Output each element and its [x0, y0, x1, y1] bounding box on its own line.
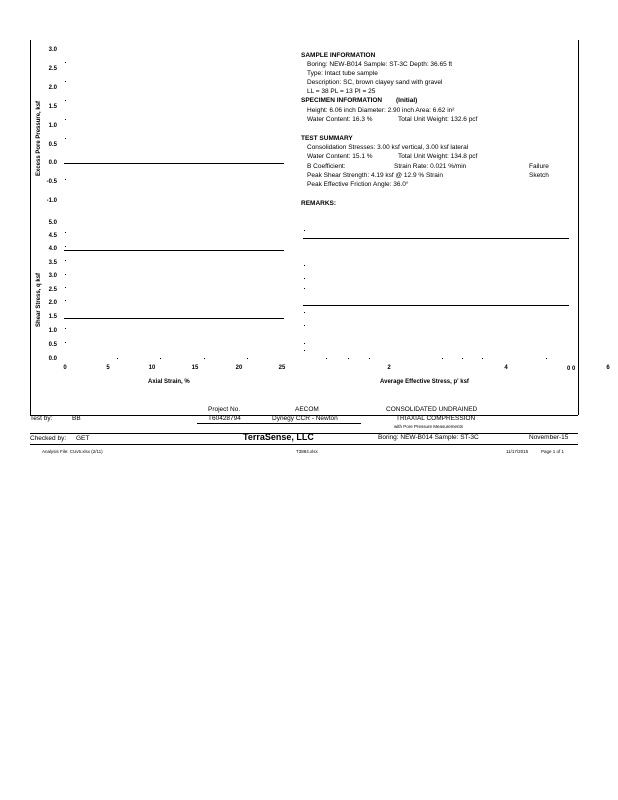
checked-by-value: GET	[76, 435, 90, 442]
plot-marker	[65, 81, 66, 82]
plot-marker	[117, 358, 118, 359]
plot-marker	[65, 287, 66, 288]
specimen-info-heading: SPECIMEN INFORMATION	[301, 97, 383, 104]
plot-marker	[304, 265, 305, 266]
plot-marker	[204, 358, 205, 359]
plot-marker	[65, 300, 66, 301]
plot-marker	[65, 179, 66, 180]
shear-xticks-label: 25	[278, 365, 286, 371]
shear-ticks-label: 1.0	[48, 328, 57, 334]
shear-ticks-label: 2.5	[48, 287, 57, 293]
test-friction-angle: Peak Effective Friction Angle: 36.0°	[307, 181, 409, 188]
plot-marker	[65, 138, 66, 139]
plot-marker	[326, 358, 327, 359]
plot-marker	[65, 62, 66, 63]
shear-ticks-label: 0.5	[48, 342, 57, 348]
report-title-line3: with Pore Pressure Measurements	[394, 424, 464, 429]
plot-marker	[348, 358, 349, 359]
sample-info-heading: SAMPLE INFORMATION	[301, 52, 376, 59]
path-xticks-label: 2	[387, 365, 391, 371]
plot-marker	[304, 325, 305, 326]
path-xticks-label: 6	[606, 365, 610, 371]
shear-xticks-label: 0	[63, 365, 67, 371]
shear-xticks-label: 15	[191, 365, 199, 371]
plot-marker	[65, 232, 66, 233]
shear-ticks-label: 4.0	[48, 246, 57, 252]
frame-left-line	[30, 40, 31, 415]
frame-right-line	[578, 40, 579, 415]
remarks-heading: REMARKS:	[301, 200, 337, 207]
test-summary-heading: TEST SUMMARY	[301, 135, 353, 142]
test-strain-rate: Strain Rate: 0.021 %/min	[394, 163, 467, 170]
company-brand: TerraSense, LLC	[243, 432, 314, 442]
plot-marker	[442, 358, 443, 359]
specimen-dims: Height: 6.06 inch Diameter: 2.90 inch Area: 6.62 in²	[307, 107, 455, 114]
footer-date: November-15	[529, 434, 569, 441]
footer-boring-sample: Boring: NEW-B014 Sample: ST-3C	[378, 434, 479, 441]
pore-ticks-label: 3.0	[48, 47, 57, 53]
plot-marker	[304, 350, 305, 351]
shear-xticks-label: 5	[106, 365, 110, 371]
sample-type: Type: Intact tube sample	[307, 70, 378, 77]
shear-ticks-label: 1.5	[48, 314, 57, 320]
plot-marker	[304, 278, 305, 279]
plot-marker	[304, 343, 305, 344]
plot-marker	[65, 246, 66, 247]
pore-ticks-label: 0.5	[48, 142, 57, 148]
plot-marker	[304, 230, 305, 231]
shear-ticks-label: 2.0	[48, 300, 57, 306]
footer-bottom-line	[30, 444, 578, 445]
shear-ticks-label: 3.5	[48, 260, 57, 266]
specimen-unit-weight: Total Unit Weight: 132.6 pcf	[398, 116, 478, 123]
test-b-coefficient: B Coefficient:	[307, 163, 346, 170]
plot-marker	[65, 260, 66, 261]
pore-ticks-label: -1.0	[46, 198, 57, 204]
plot-marker	[65, 342, 66, 343]
sample-description: Description: SC, brown clayey sand with gravel	[307, 79, 443, 86]
project-underline	[197, 423, 361, 424]
data-file: T3884.xlsx	[296, 449, 318, 454]
test-consolidation: Consolidation Stresses: 3.00 ksf vertical, 3.00 ksf lateral	[307, 144, 469, 151]
shear-ticks-label: 5.0	[48, 220, 57, 226]
plot-marker	[65, 100, 66, 101]
tested-by-value: BB	[72, 415, 81, 422]
pore-pressure-ylabel: Excess Pore Pressure, ksf	[36, 100, 42, 176]
plot-marker	[65, 328, 66, 329]
shear-ticks-label: 4.5	[48, 233, 57, 239]
effective-stress-xlabel: Average Effective Stress, p' ksf	[380, 379, 469, 385]
sample-limits: LL = 38 PL = 13 PI = 25	[307, 88, 376, 95]
pore-ticks-label: -0.5	[46, 179, 57, 185]
test-unit-weight: Total Unit Weight: 134.8 pcf	[398, 153, 478, 160]
plot-marker	[546, 358, 547, 359]
shear-ticks-label: 3.0	[48, 273, 57, 279]
project-name: Dynegy CCR - Newton	[272, 415, 338, 422]
report-title-line2: TRIAXIAL COMPRESSION	[396, 415, 476, 422]
pore-ticks-label: 2.5	[48, 66, 57, 72]
pore-ticks-label: 1.0	[48, 123, 57, 129]
plot-marker	[462, 358, 463, 359]
specimen-info-qualifier: (Initial)	[396, 97, 418, 104]
pore-zero-line	[64, 163, 284, 164]
plot-marker	[65, 119, 66, 120]
axial-strain-xlabel: Axial Strain, %	[148, 379, 190, 385]
test-peak-shear: Peak Shear Strength: 4.19 ksf @ 12.9 % Strain	[307, 172, 443, 179]
shear-xticks-label: 20	[235, 365, 243, 371]
plot-marker	[482, 358, 483, 359]
print-date: 11/17/2015	[506, 449, 529, 454]
shear-xticks-label: 10	[148, 365, 156, 371]
checked-by-label: Checked by:	[30, 435, 67, 442]
shear-peak-line	[64, 250, 284, 251]
plot-marker	[160, 358, 161, 359]
test-water-content: Water Content: 15.1 %	[307, 153, 373, 160]
pore-ticks-label: 0.0	[48, 160, 57, 166]
shear-stress-ylabel: Shear Stress, q ksf	[36, 272, 42, 327]
analysis-file: Analysis File: CUv5.xlsx (2/11)	[42, 449, 103, 454]
path-lower-line	[303, 305, 569, 306]
pore-ticks-label: 2.0	[48, 85, 57, 91]
client-name: AECOM	[295, 406, 319, 413]
tested-by-label: Test by:	[30, 415, 53, 422]
report-title-line1: CONSOLIDATED UNDRAINED	[386, 406, 478, 413]
plot-marker	[65, 274, 66, 275]
failure-label: Failure	[529, 163, 549, 170]
sketch-label: Sketch	[529, 172, 549, 179]
shear-ticks-label: 0.0	[48, 356, 57, 362]
specimen-water-content: Water Content: 16.3 %	[307, 116, 373, 123]
plot-marker	[369, 358, 370, 359]
shear-residual-line	[64, 318, 284, 319]
plot-marker	[304, 288, 305, 289]
pore-ticks-label: 1.5	[48, 104, 57, 110]
plot-marker	[304, 312, 305, 313]
sample-boring: Boring: NEW-B014 Sample: ST-3C Depth: 36.65 ft	[307, 61, 453, 68]
project-no-label: Project No.	[208, 406, 241, 413]
path-upper-line	[303, 238, 569, 239]
path-origin-label: 0 0	[567, 366, 576, 372]
plot-marker	[247, 358, 248, 359]
path-xticks-label: 4	[504, 365, 508, 371]
project-no-value: T60428794	[208, 415, 241, 422]
page-number: Page 1 of 1	[541, 449, 565, 454]
